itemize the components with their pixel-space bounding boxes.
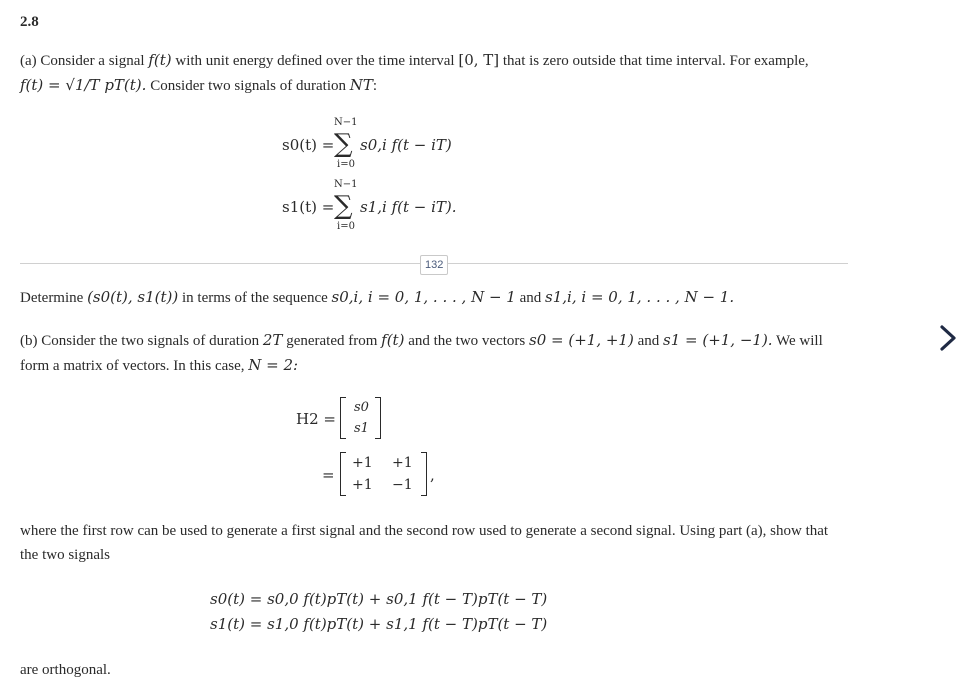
math-pair: (s0(t), s1(t)): [87, 288, 179, 306]
eq-s1-rhs: s1,i f(t − iT).: [360, 198, 457, 216]
matrix-row-s1: s1: [354, 421, 369, 436]
chevron-right-icon-svg: [936, 323, 960, 353]
sigma-1: ∑: [334, 129, 353, 159]
bracket-left-1: [340, 397, 346, 439]
problem-number: 2.8: [20, 14, 39, 30]
page-number-badge: 132: [420, 255, 448, 275]
math-2T: 2T: [262, 331, 283, 349]
eq-final-s0: s0(t) = s0,0 f(t)pT(t) + s0,1 f(t − T)pT(t − T): [210, 590, 548, 608]
colon: :: [372, 78, 378, 94]
sigma-2: ∑: [334, 191, 353, 221]
part-b-text-2: and the two vectors: [404, 333, 530, 349]
part-a-line-2: [20, 73, 377, 98]
determine-intro: Determine: [20, 290, 88, 306]
equals-sign: =: [322, 466, 335, 484]
matrix-row-s0: s0: [354, 400, 369, 415]
part-b-text: generated from: [282, 333, 382, 349]
bracket-left-2: [340, 452, 346, 496]
matrix-cell-12: +1: [392, 455, 413, 471]
matrix-cell-22: −1: [392, 477, 413, 493]
and-text: and: [515, 290, 546, 306]
matrix-cell-21: +1: [352, 477, 373, 493]
h2-lhs: H2 =: [296, 410, 336, 428]
math-example-eq: f(t) = √1/T pT(t).: [20, 76, 147, 94]
sum-upper-1: N−1: [334, 117, 358, 128]
conclusion-text: are orthogonal.: [20, 662, 111, 678]
determine-line: [20, 285, 734, 310]
sum-upper-2: N−1: [334, 179, 358, 190]
part-b-intro: (b) Consider the two signals of duration: [20, 333, 263, 349]
matrix-cell-11: +1: [352, 455, 373, 471]
sum-lower-2: i=0: [337, 221, 355, 232]
part-b-line-1: [20, 328, 823, 353]
math-f-of-t-b: f(t): [381, 331, 405, 349]
math-vec-s1: s1 = (+1, −1).: [663, 331, 773, 349]
sum-lower-1: i=0: [337, 159, 355, 170]
math-f-of-t: f(t): [148, 51, 172, 69]
math-NT: NT: [349, 76, 373, 94]
math-N-eq: N = 2:: [248, 356, 299, 374]
part-a-text-2: Consider two signals of duration: [146, 78, 350, 94]
part-a-text-end: that is zero outside that time interval. For example,: [499, 53, 809, 69]
math-interval: [0, T]: [458, 51, 500, 69]
eq-s0-rhs: s0,i f(t − iT): [360, 136, 452, 154]
chevron-right-icon[interactable]: [936, 323, 960, 353]
part-b-text-3: form a matrix of vectors. In this case,: [20, 358, 249, 374]
part-a-text: with unit energy defined over the time interval: [171, 53, 459, 69]
bracket-right-1: [375, 397, 381, 439]
where-line-1: where the first row can be used to generate a first signal and the second row used to generate a second signal. Using part (a), show that: [20, 523, 829, 539]
trailing-comma: ,: [430, 466, 435, 484]
eq-s0-lhs: s0(t) =: [282, 136, 335, 154]
math-seq0: s0,i, i = 0, 1, . . . , N − 1: [331, 288, 516, 306]
eq-s1-lhs: s1(t) =: [282, 198, 335, 216]
part-b-text-end: We will: [772, 333, 823, 349]
math-seq1: s1,i, i = 0, 1, . . . , N − 1.: [545, 288, 735, 306]
part-a-intro: (a) Consider a signal: [20, 53, 149, 69]
determine-text: in terms of the sequence: [178, 290, 332, 306]
math-vec-s0: s0 = (+1, +1): [529, 331, 634, 349]
eq-final-s1: s1(t) = s1,0 f(t)pT(t) + s1,1 f(t − T)pT(t − T): [210, 615, 548, 633]
part-b-line-2: [20, 353, 298, 378]
bracket-right-2: [421, 452, 427, 496]
where-line-2: the two signals: [20, 547, 110, 563]
part-a-line-1: [20, 48, 809, 73]
and-text-b: and: [633, 333, 663, 349]
